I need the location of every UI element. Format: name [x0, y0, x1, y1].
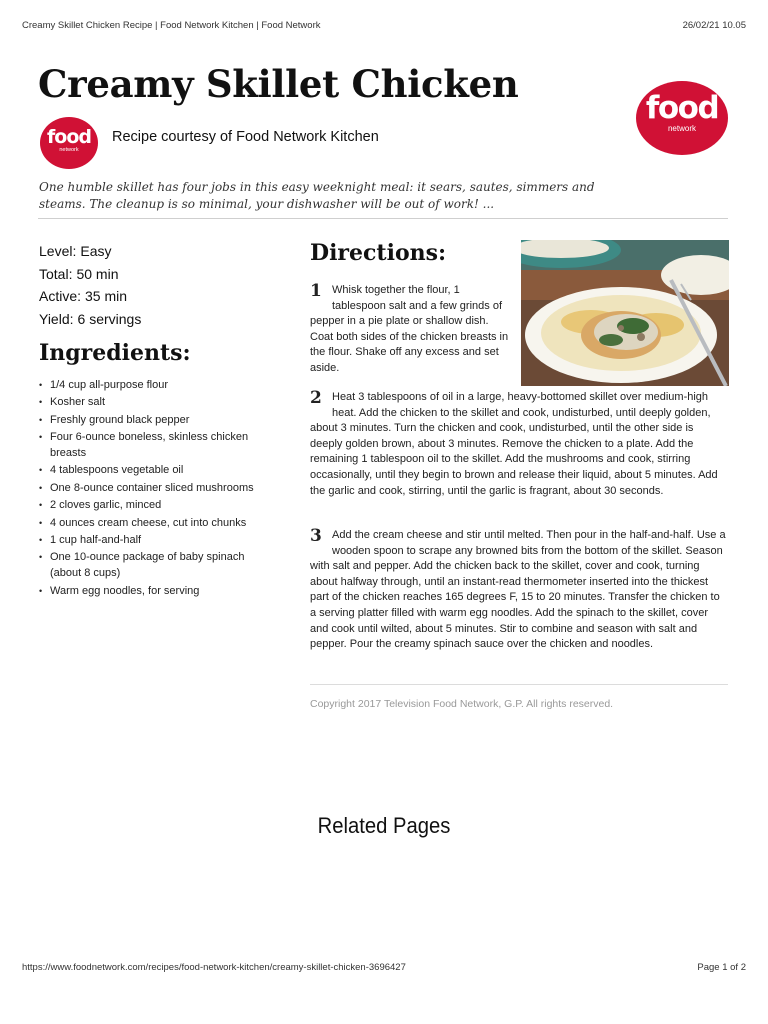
recipe-photo — [521, 240, 729, 386]
logo-word-network: network — [667, 124, 696, 133]
avatar-word-food: food — [47, 126, 91, 148]
food-network-logo[interactable] — [636, 81, 728, 155]
page-number: Page 1 of 2 — [697, 962, 746, 973]
step-text: Add the cream cheese and stir until melted. Then pour in the half-and-half. Use a wooden spoon to scrape any browned bits from the bottom of the skillet. Season with salt and pepper. Add the chicken back to the skillet, cover and cook, turning about halfway through, until an instant-read thermometer inserted into the thickest part of the chicken reaches 165 degrees F, 15 to 20 minutes. Transfer the chicken to a serving platter filled with warm egg noodles. Add the spinach to the skillet, cover and cook until wilted, about 5 minutes. Stir to combine and season with salt and pepper. Pour the creamy spinach sauce over the chicken and noodles. — [310, 529, 726, 651]
page-url[interactable]: https://www.foodnetwork.com/recipes/food-network-kitchen/creamy-skillet-chicken-3696427 — [22, 962, 406, 973]
ingredients-list — [39, 378, 274, 601]
avatar-word-network: network — [59, 147, 79, 153]
step-number: 1 — [310, 281, 322, 301]
meta-value: 35 min — [85, 288, 128, 305]
print-page-title: Creamy Skillet Chicken Recipe | Food Network Kitchen | Food Network — [22, 20, 321, 31]
ingredient-item: • 4 tablespoons vegetable oil — [39, 463, 274, 479]
direction-step — [310, 283, 510, 377]
ingredient-item: • Freshly ground black pepper — [39, 413, 274, 429]
directions-heading: Directions: — [310, 240, 447, 266]
divider — [310, 684, 728, 685]
recipe-title: Creamy Skillet Chicken — [38, 62, 519, 106]
meta-active — [39, 285, 141, 308]
copyright-notice: Copyright 2017 Television Food Network, G.P. All rights reserved. — [310, 698, 614, 710]
meta-label: Active: — [39, 288, 82, 305]
recipe-description: One humble skillet has four jobs in this easy weeknight meal: it sears, sautes, simmers and steams. The cleanup is so minimal, your dishwasher will be out of work! ... — [39, 180, 595, 211]
direction-step — [310, 390, 728, 499]
meta-value: 6 servings — [77, 311, 142, 328]
meta-label: Level: — [39, 243, 77, 259]
ingredient-item: • 1 cup half-and-half — [39, 533, 274, 549]
meta-total — [39, 263, 141, 286]
logo-word-food: food — [645, 90, 719, 126]
ingredient-item: • Four 6-ounce boneless, skinless chicken breasts — [39, 430, 274, 462]
step-number: 2 — [310, 388, 322, 408]
meta-value: Easy — [80, 243, 112, 259]
author-avatar-logo — [40, 117, 98, 169]
meta-yield — [39, 308, 141, 331]
print-footer — [22, 962, 746, 973]
ingredient-item: • 1/4 cup all-purpose flour — [39, 378, 274, 394]
meta-level — [39, 240, 141, 263]
recipe-courtesy: Recipe courtesy of Food Network Kitchen — [112, 129, 379, 145]
step-text: Whisk together the flour, 1 tablespoon salt and a few grinds of pepper in a pie plate or shallow dish. Coat both sides of the chicken breasts in the flour. Shake off any excess and set aside. — [310, 284, 509, 374]
print-header — [22, 20, 746, 31]
ingredient-item: • Warm egg noodles, for serving — [39, 584, 274, 600]
step-number: 3 — [310, 526, 322, 546]
ingredient-item: • Kosher salt — [39, 395, 274, 411]
ingredient-item: • 2 cloves garlic, minced — [39, 498, 274, 514]
meta-label: Total: — [39, 265, 73, 282]
ingredient-item: • One 10-ounce package of baby spinach (about 8 cups) — [39, 550, 274, 582]
related-pages-heading: Related Pages — [317, 813, 451, 838]
step-text: Heat 3 tablespoons of oil in a large, heavy-bottomed skillet over medium-high heat. Add the chicken to the skillet and cook, undisturbed, until deeply golden, about 3 minutes. Turn the chicken and cook, undisturbed, until the other side is deeply golden brown, about 3 minutes. Remove the chicken to a plate. Add the remaining 1 tablespoon oil to the skillet. Add the mushrooms and cook, stirring occasionally, until they begin to brown and release their liquid, about 5 minutes. Add the garlic and cook, stirring, until the garlic is fragrant, about 30 seconds. — [310, 391, 718, 497]
ingredient-item: • One 8-ounce container sliced mushrooms — [39, 481, 274, 497]
meta-label: Yield: — [39, 311, 74, 328]
meta-value: 50 min — [76, 265, 119, 282]
direction-step — [310, 528, 728, 653]
recipe-meta — [39, 240, 141, 331]
print-datetime: 26/02/21 10.05 — [682, 20, 746, 31]
ingredients-heading: Ingredients: — [39, 340, 191, 366]
divider — [38, 218, 728, 219]
ingredient-item: • 4 ounces cream cheese, cut into chunks — [39, 516, 274, 532]
